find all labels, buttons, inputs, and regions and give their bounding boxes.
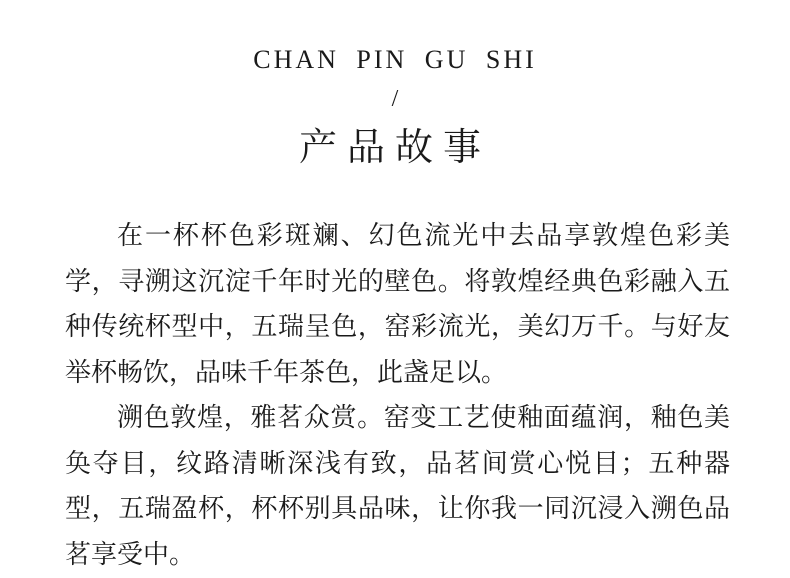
paragraph-craft: 溯色敦煌，雅茗众赏。窑变工艺使釉面蕴润，釉色美奂夺目，纹路清晰深浅有致，品茗间赏心悦目；五种器型，五瑞盈杯，杯杯别具品味，让你我一同沉浸入溯色品茗享受中。 [65, 403, 730, 570]
page-title: 产品故事 [298, 125, 491, 169]
slash-divider: / [391, 86, 399, 112]
pinyin-subtitle: CHAN PIN GU SHI [253, 45, 537, 74]
story-text [65, 214, 730, 578]
paragraph-intro: 在一杯杯色彩斑斓、幻色流光中去品享敦煌色彩美学，寻溯这沉淀千年时光的壁色。将敦煌经典色彩融入五种传统杯型中，五瑞呈色，窑彩流光，美幻万千。与好友举杯畅饮，品味千年茶色，此盏足以。 [65, 221, 730, 388]
